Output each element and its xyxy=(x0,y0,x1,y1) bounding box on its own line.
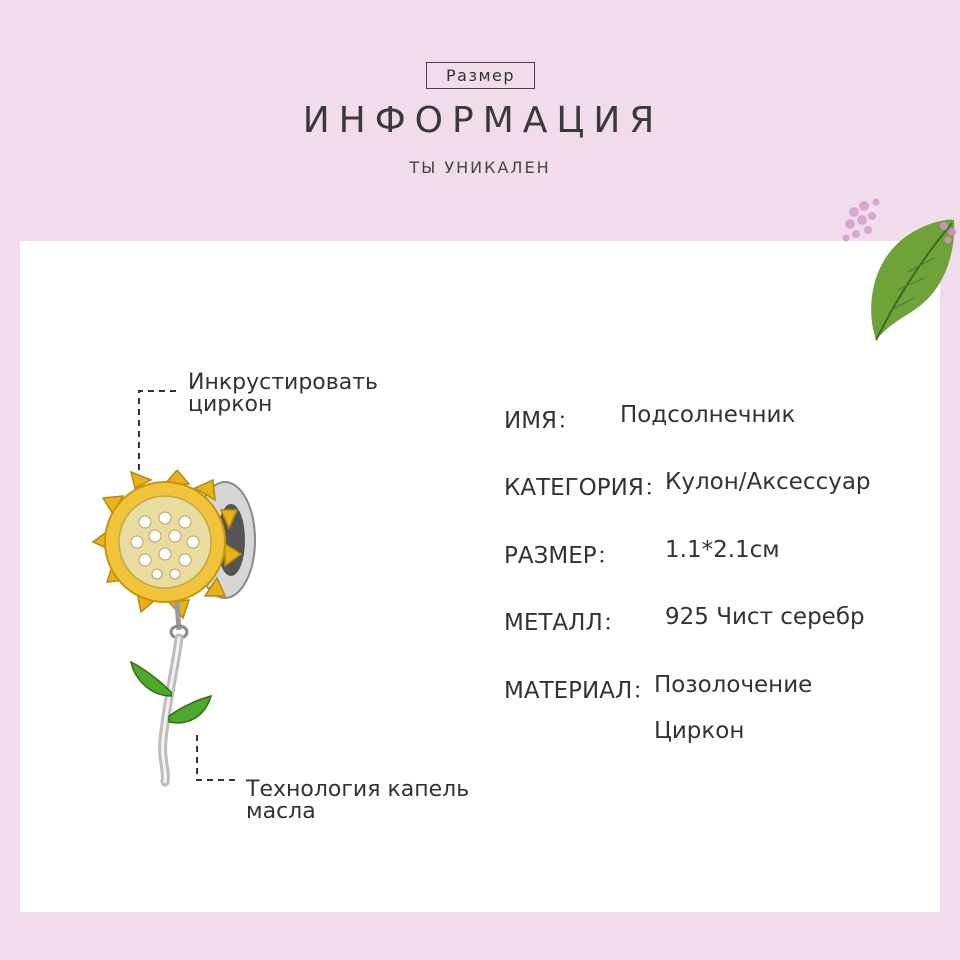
spec-size-label: РАЗМЕР： xyxy=(504,543,620,569)
page-subtitle: ТЫ УНИКАЛЕН xyxy=(409,158,551,177)
spec-name-value: Подсолнечник xyxy=(620,402,796,428)
spec-material-value-1: Позолочение xyxy=(654,672,813,698)
spec-metal-label: МЕТАЛЛ： xyxy=(504,610,626,636)
spec-category-label: КАТЕГОРИЯ： xyxy=(504,475,667,501)
spec-category-value: Кулон/Аксессуар xyxy=(665,469,871,495)
sunflower-charm-icon xyxy=(85,470,275,830)
spec-metal-value: 925 Чист серебр xyxy=(665,604,865,630)
page-title: ИНФОРМАЦИЯ xyxy=(302,100,664,141)
spec-size-value: 1.1*2.1см xyxy=(665,537,780,563)
callout-enamel xyxy=(246,779,469,823)
callout-enamel-line1: Технология капель xyxy=(246,777,470,802)
leaf-flowers-icon xyxy=(836,190,960,350)
callout-zircon xyxy=(188,372,378,416)
spec-material-value-2: Циркон xyxy=(654,718,745,744)
callout-zircon-line2: циркон xyxy=(188,392,273,417)
spec-material-label: МАТЕРИАЛ： xyxy=(504,678,656,704)
callout-enamel-line2: масла xyxy=(246,799,316,824)
spec-name-label: ИМЯ： xyxy=(504,408,581,434)
size-badge: Размер xyxy=(426,62,535,89)
callout-zircon-line1: Инкрустировать xyxy=(188,370,378,395)
